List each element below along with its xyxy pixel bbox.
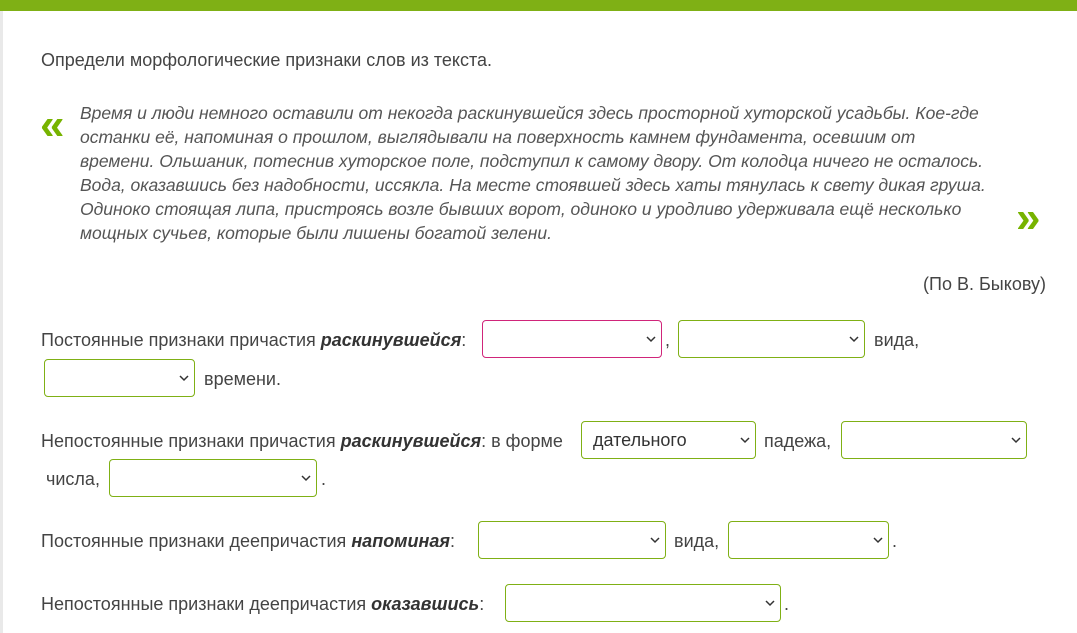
- q2-select-1[interactable]: [581, 421, 756, 459]
- q3-end: .: [892, 531, 898, 551]
- quote-line: времени. Ольшаник, потеснив хуторское поле, подступил к самому двору. От колодца ничего не осталось.: [80, 151, 984, 171]
- quote-line: останки её, напоминая о прошлом, выглядывали на поверхность камнем фундамента, осевшим от: [80, 127, 916, 147]
- q4-label: [41, 592, 484, 616]
- quote-line: мощных сучьев, которые были лишены богатой зелени.: [80, 223, 552, 243]
- q1-vremeni: времени.: [204, 369, 281, 389]
- quote-line: Одиноко стоящая липа, пристроясь возле бывших ворот, одиноко и уродливо удерживала ещё несколько: [80, 199, 962, 219]
- top-accent-bar: [0, 0, 1077, 11]
- q2-prefix: Непостоянные признаки причастия: [41, 431, 341, 451]
- q1-vida: вида,: [874, 330, 920, 350]
- close-quote-mark: »: [1016, 193, 1041, 242]
- q4-word: оказавшись: [371, 594, 480, 614]
- open-quote-mark: «: [40, 100, 65, 149]
- q2-select-2[interactable]: [841, 421, 1027, 459]
- q3-select-2[interactable]: [728, 521, 889, 559]
- quote-line: Время и люди немного оставили от некогда раскинувшейся здесь просторной хуторской усадьбы. Кое-где: [80, 103, 979, 123]
- q1-select-1[interactable]: [482, 320, 662, 358]
- q3-prefix: Постоянные признаки деепричастия: [41, 531, 352, 551]
- q1-comma: ,: [665, 330, 671, 350]
- q3-select-1[interactable]: [478, 521, 666, 559]
- chevron-down-icon: [650, 535, 660, 545]
- chevron-down-icon: [646, 334, 656, 344]
- q1-select-2[interactable]: [678, 320, 865, 358]
- chevron-down-icon: [873, 535, 883, 545]
- q3-label: [41, 529, 455, 553]
- q2-word: раскинувшейся: [340, 431, 482, 451]
- q1-prefix: Постоянные признаки причастия: [41, 330, 321, 350]
- chevron-down-icon: [849, 334, 859, 344]
- q4-select-1[interactable]: [505, 584, 781, 622]
- q1-label: [41, 328, 466, 352]
- q4-end: .: [784, 594, 790, 614]
- q2-end: .: [321, 469, 327, 489]
- quote-author: (По В. Быкову): [923, 274, 1046, 294]
- task-instruction: Определи морфологические признаки слов из текста.: [41, 50, 493, 70]
- chevron-down-icon: [1011, 435, 1021, 445]
- q2-select-1-value: дательного: [593, 430, 687, 450]
- q1-word: раскинувшейся: [320, 330, 462, 350]
- q4-colon: :: [479, 594, 485, 614]
- q2-padezha: падежа,: [764, 431, 832, 451]
- quote-line: Вода, оказавшись без надобности, иссякла. На месте стоявшей здесь хаты тянулась к свету дикая груша.: [80, 175, 986, 195]
- left-border-line: [0, 11, 3, 633]
- q4-prefix: Непостоянные признаки деепричастия: [41, 594, 372, 614]
- q2-select-3[interactable]: [109, 459, 317, 497]
- chevron-down-icon: [740, 435, 750, 445]
- quote-text: [80, 101, 1015, 245]
- q3-colon: :: [449, 531, 455, 551]
- q1-select-3[interactable]: [44, 359, 195, 397]
- q3-word: напоминая: [351, 531, 450, 551]
- chevron-down-icon: [179, 373, 189, 383]
- chevron-down-icon: [765, 598, 775, 608]
- q3-vida: вида,: [674, 531, 720, 551]
- q2-mid: : в форме: [481, 431, 563, 451]
- chevron-down-icon: [301, 473, 311, 483]
- q2-label: [41, 429, 563, 453]
- q1-colon: :: [461, 330, 467, 350]
- q2-chisla: числа,: [46, 469, 100, 489]
